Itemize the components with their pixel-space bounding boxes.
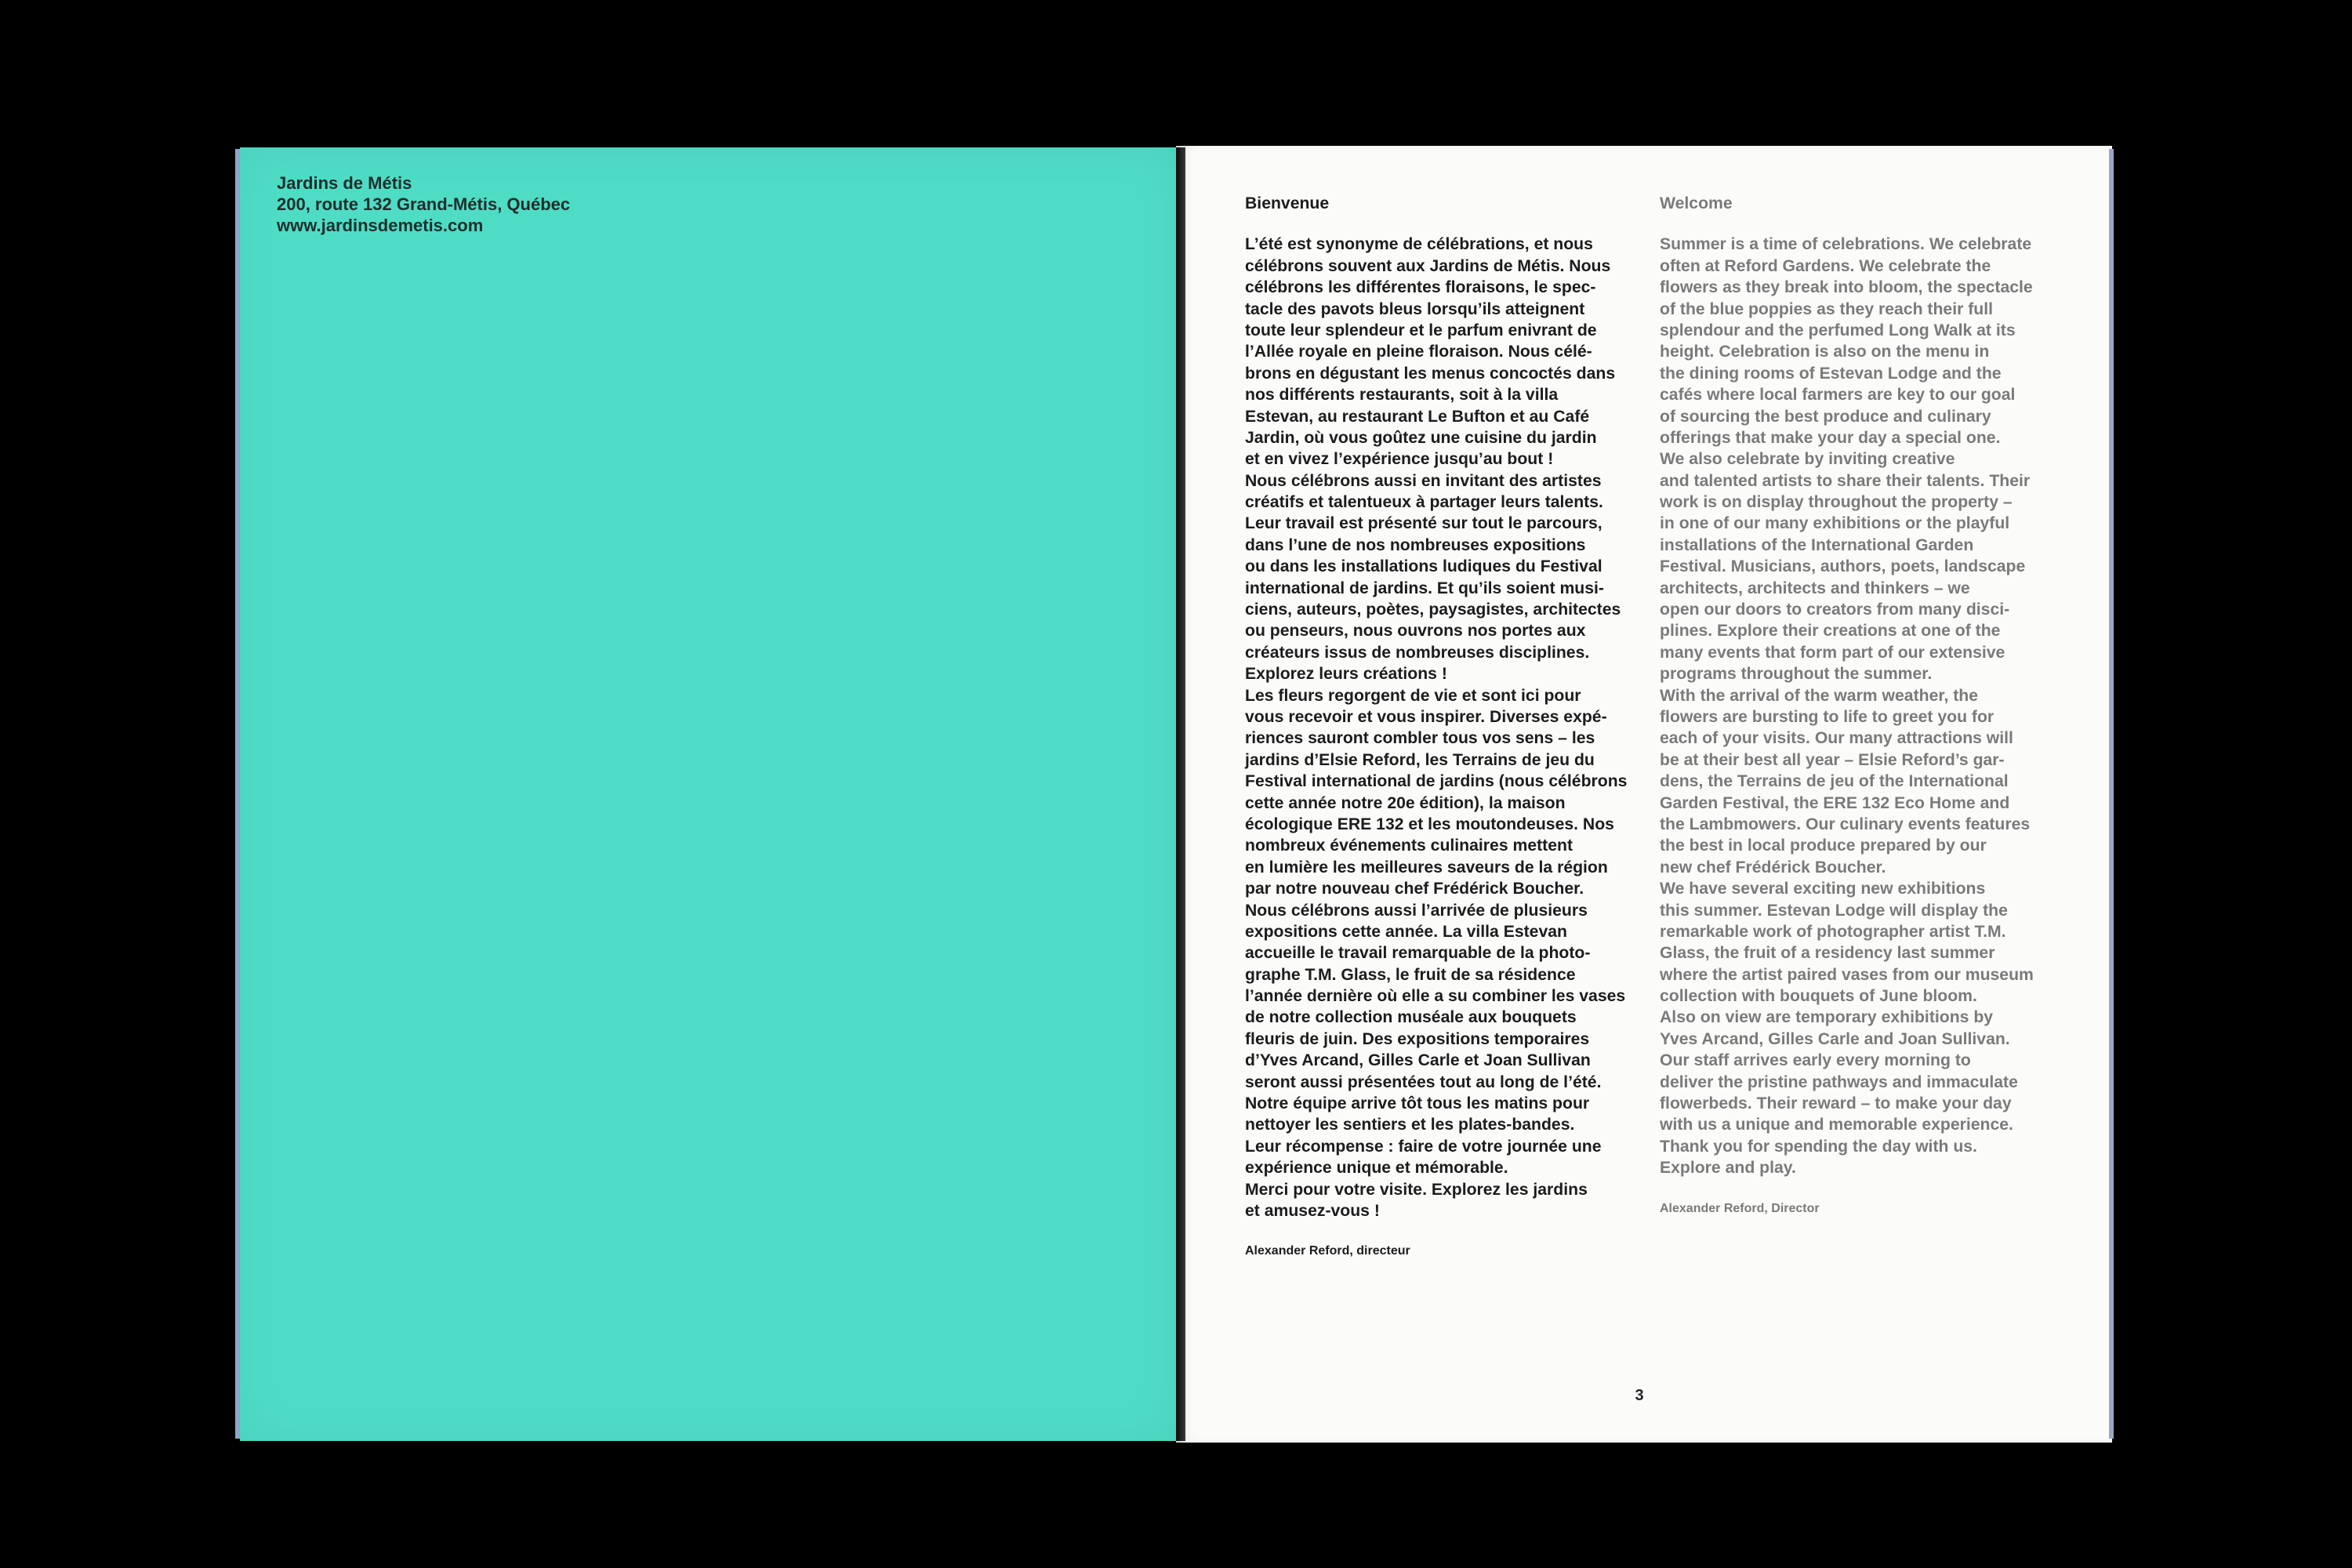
page-number: 3 [1635,1387,1644,1404]
english-text-line: Thank you for spending the day with us. [1660,1137,1977,1156]
english-text-line: new chef Frédérick Boucher. [1660,858,1886,877]
french-text-line: célébrons souvent aux Jardins de Métis. Nous [1245,256,1611,275]
french-text-line: cette année notre 20e édition), la maison [1245,793,1566,812]
address-line-street: 200, route 132 Grand-Métis, Québec [277,194,571,214]
french-text-line: écologique ERE 132 et les moutondeuses. Nos [1245,815,1614,833]
french-text-line: nettoyer les sentiers et les plates-bandes. [1245,1116,1575,1134]
french-text-line: d’Yves Arcand, Gilles Carle et Joan Sullivan [1245,1051,1591,1070]
english-text-line: work is on display throughout the property – [1660,493,2013,512]
french-text-line: Nous célébrons aussi l’arrivée de plusieurs [1245,901,1588,920]
french-signature: Alexander Reford, directeur [1245,1244,1410,1258]
english-text-line: offerings that make your day a special one. [1660,428,2001,447]
english-text-line: of the blue poppies as they reach their full [1660,299,1994,318]
address-line-name: Jardins de Métis [277,173,412,193]
french-text-line: de notre collection muséale aux bouquets [1245,1008,1577,1027]
french-text-line: Estevan, au restaurant Le Bufton et au Café [1245,407,1590,426]
left-page [240,147,1176,1441]
french-text-line: en lumière les meilleures saveurs de la région [1245,858,1608,877]
english-text-line: height. Celebration is also on the menu in [1660,343,1990,361]
french-text-line: seront aussi présentées tout au long de l’été. [1245,1073,1602,1091]
french-text-line: fleuris de juin. Des expositions temporaires [1245,1029,1590,1048]
french-text-line: international de jardins. Et qu’ils soient musi- [1245,579,1604,597]
french-text-line: nombreux événements culinaires mettent [1245,837,1573,855]
english-text-line: splendour and the perfumed Long Walk at its [1660,321,2016,339]
french-text-line: graphe T.M. Glass, le fruit de sa résidence [1245,965,1576,984]
french-text-line: célébrons les différentes floraisons, le spec- [1245,278,1596,297]
french-text-line: L’été est synonyme de célébrations, et nous [1245,235,1593,254]
french-text-line: Les fleurs regorgent de vie et sont ici pour [1245,686,1581,705]
french-text-line: Festival international de jardins (nous célébrons [1245,772,1628,791]
english-text-line: where the artist paired vases from our museum [1660,965,2034,984]
french-text-line: accueille le travail remarquable de la photo- [1245,944,1591,963]
english-text-line: this summer. Estevan Lodge will display the [1660,901,2008,920]
english-text-line: Glass, the fruit of a residency last summer [1660,944,1995,963]
french-text-line: jardins d’Elsie Reford, les Terrains de jeu du [1245,750,1595,769]
french-text-line: créatifs et talentueux à partager leurs talents. [1245,493,1603,512]
english-text-line: dens, the Terrains de jeu of the International [1660,772,2009,791]
english-text-line: Explore and play. [1660,1159,1796,1178]
french-text-line: par notre nouveau chef Frédérick Boucher. [1245,880,1584,898]
english-text-line: plines. Explore their creations at one of the [1660,622,2001,641]
french-text-line: Jardin, où vous goûtez une cuisine du jardin [1245,428,1597,447]
english-text-line: Also on view are temporary exhibitions by [1660,1008,1994,1027]
french-text-line: brons en dégustant les menus concoctés dans [1245,364,1616,383]
english-text-line: be at their best all year – Elsie Reford’s gar- [1660,750,2005,769]
english-text-line: With the arrival of the warm weather, the [1660,686,1978,705]
english-text-line: Festival. Musicians, authors, poets, landscape [1660,557,2026,576]
french-text-line: Leur récompense : faire de votre journée une [1245,1137,1602,1156]
french-text-line: vous recevoir et vous inspirer. Diverses expé- [1245,708,1607,726]
english-text-line: many events that form part of our extensive [1660,643,2005,662]
french-column [1245,193,1628,1259]
french-text-line: expositions cette année. La villa Estevan [1245,922,1567,941]
english-text-line: Yves Arcand, Gilles Carle and Joan Sullivan. [1660,1029,2010,1048]
french-body [1245,234,1628,1221]
english-text-line: the best in local produce prepared by our [1660,837,1987,855]
french-text-line: créateurs issus de nombreuses disciplines. [1245,643,1590,662]
french-text-line: ou penseurs, nous ouvrons nos portes aux [1245,622,1586,641]
english-text-line: the Lambmowers. Our culinary events features [1660,815,2031,833]
english-text-line: the dining rooms of Estevan Lodge and the [1660,364,2002,383]
english-text-line: Summer is a time of celebrations. We celebrate [1660,235,2032,254]
english-text-line: and talented artists to share their talents. Their [1660,471,2031,490]
english-text-line: programs throughout the summer. [1660,665,1933,684]
english-text-line: of sourcing the best produce and culinary [1660,407,1991,426]
english-text-line: Our staff arrives early every morning to [1660,1051,1971,1070]
french-heading: Bienvenue [1245,194,1330,212]
english-body [1660,234,2040,1178]
address-line-website: www.jardinsdemetis.com [277,216,484,235]
english-heading: Welcome [1660,194,1733,212]
english-text-line: flowerbeds. Their reward – to make your day [1660,1094,2012,1113]
english-text-line: remarkable work of photographer artist T.M. [1660,922,2006,941]
french-text-line: expérience unique et mémorable. [1245,1159,1508,1178]
french-text-line: nos différents restaurants, soit à la villa [1245,386,1559,405]
english-text-line: in one of our many exhibitions or the playful [1660,514,2010,533]
english-text-line: cafés where local farmers are key to our goal [1660,386,2016,405]
english-text-line: We also celebrate by inviting creative [1660,450,1955,469]
english-text-line: flowers are bursting to life to greet you for [1660,708,1994,726]
french-text-line: toute leur splendeur et le parfum enivrant de [1245,321,1597,339]
french-text-line: Nous célébrons aussi en invitant des artistes [1245,471,1602,490]
english-text-line: often at Reford Gardens. We celebrate the [1660,256,1991,275]
english-text-line: architects, architects and thinkers – we [1660,579,1970,597]
french-text-line: l’année dernière où elle a su combiner les vases [1245,987,1626,1006]
english-signature: Alexander Reford, Director [1660,1201,1820,1215]
english-text-line: collection with bouquets of June bloom. [1660,987,1977,1006]
english-text-line: installations of the International Garden [1660,535,1974,554]
english-column [1660,193,2040,1217]
french-text-line: riences sauront combler tous vos sens – les [1245,729,1595,748]
french-text-line: ciens, auteurs, poètes, paysagistes, architectes [1245,601,1621,619]
french-text-line: dans l’une de nos nombreuses expositions [1245,535,1586,554]
french-text-line: ou dans les installations ludiques du Festival [1245,557,1602,576]
english-text-line: with us a unique and memorable experience. [1660,1116,2013,1134]
french-text-line: Notre équipe arrive tôt tous les matins pour [1245,1094,1590,1113]
english-text-line: flowers as they break into bloom, the spectacle [1660,278,2033,297]
french-text-line: et amusez-vous ! [1245,1201,1380,1220]
english-text-line: deliver the pristine pathways and immaculate [1660,1073,2018,1091]
english-text-line: We have several exciting new exhibitions [1660,880,1986,898]
right-page-edge [2109,149,2114,1439]
french-text-line: Leur travail est présenté sur tout le parcours, [1245,514,1602,533]
english-text-line: Garden Festival, the ERE 132 Eco Home and [1660,793,2010,812]
address-block [277,172,570,236]
french-text-line: Merci pour votre visite. Explorez les jardins [1245,1180,1588,1199]
english-text-line: each of your visits. Our many attractions will [1660,729,2013,748]
right-page [1176,146,2112,1443]
french-text-line: Explorez leurs créations ! [1245,665,1447,684]
english-text-line: open our doors to creators from many disci- [1660,601,2010,619]
spine-gutter [1176,147,1185,1441]
french-text-line: l’Allée royale en pleine floraison. Nous célé- [1245,343,1592,361]
french-text-line: tacle des pavots bleus lorsqu’ils atteignent [1245,299,1585,318]
french-text-line: et en vivez l’expérience jusqu’au bout ! [1245,450,1554,469]
